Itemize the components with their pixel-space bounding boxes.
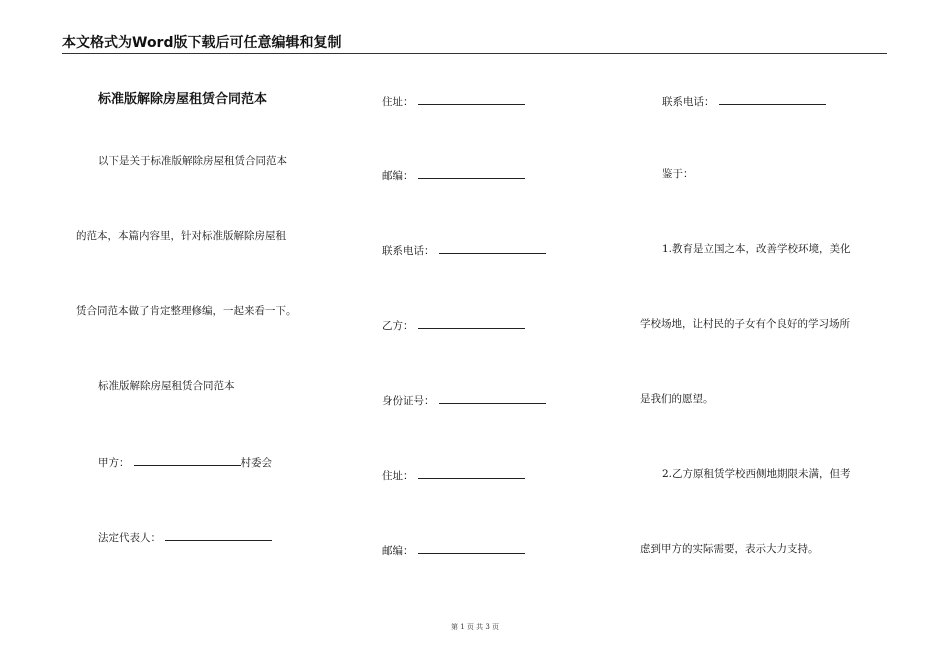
postcode-label-1: 邮编： xyxy=(382,170,414,182)
legal-rep-label: 法定代表人： xyxy=(98,532,161,544)
phone-blank-1 xyxy=(439,242,546,254)
postcode-blank-1 xyxy=(418,167,525,179)
page-number: 第 1 页 共 3 页 xyxy=(450,623,500,631)
address-label-2: 住址： xyxy=(382,470,414,482)
address-blank-1 xyxy=(418,93,525,105)
phone-label-2: 联系电话： xyxy=(662,96,715,108)
party-a-blank xyxy=(134,454,241,466)
phone-label-1: 联系电话： xyxy=(382,245,435,257)
party-a-suffix: 村委会 xyxy=(240,457,272,469)
intro-line-1: 以下是关于标准版解除房屋租赁合同范本 xyxy=(98,155,287,167)
phone-row-1 xyxy=(382,242,546,258)
address-row-2 xyxy=(382,467,525,483)
clause-2-line-2: 虑到甲方的实际需要，表示大力支持。 xyxy=(640,543,819,555)
contract-subtitle: 标准版解除房屋租赁合同范本 xyxy=(98,380,235,392)
clause-1-line-3: 是我们的愿望。 xyxy=(640,393,714,405)
page-header: 本文格式为Word版下载后可任意编辑和复制 xyxy=(62,35,342,51)
clause-1-line-2: 学校场地，让村民的子女有个良好的学习场所 xyxy=(640,318,850,330)
clause-2-line-1: 2.乙方原租赁学校西侧地期限未满，但考 xyxy=(662,468,851,480)
intro-line-3: 赁合同范本做了肯定整理修编，一起来看一下。 xyxy=(76,305,297,317)
legal-rep-blank xyxy=(165,529,272,541)
party-a-row xyxy=(98,454,272,470)
phone-row-2 xyxy=(662,93,826,109)
document-title: 标准版解除房屋租赁合同范本 xyxy=(98,92,268,107)
address-blank-2 xyxy=(418,467,525,479)
party-b-label: 乙方： xyxy=(382,320,414,332)
clause-1-line-1: 1.教育是立国之本，改善学校环境，美化 xyxy=(662,243,851,255)
address-row-1 xyxy=(382,93,525,109)
id-number-row xyxy=(382,392,546,408)
header-divider xyxy=(62,53,887,54)
postcode-row-2 xyxy=(382,542,525,558)
party-a-label: 甲方： xyxy=(98,457,130,469)
postcode-blank-2 xyxy=(418,542,525,554)
id-number-blank xyxy=(439,392,546,404)
party-b-blank xyxy=(418,317,525,329)
address-label-1: 住址： xyxy=(382,96,414,108)
postcode-row-1 xyxy=(382,167,525,183)
whereas-label: 鉴于： xyxy=(662,168,694,180)
postcode-label-2: 邮编： xyxy=(382,545,414,557)
intro-line-2: 的范本，本篇内容里，针对标准版解除房屋租 xyxy=(76,230,286,242)
party-b-row xyxy=(382,317,525,333)
phone-blank-2 xyxy=(719,93,826,105)
legal-rep-row xyxy=(98,529,272,545)
id-number-label: 身份证号： xyxy=(382,395,435,407)
